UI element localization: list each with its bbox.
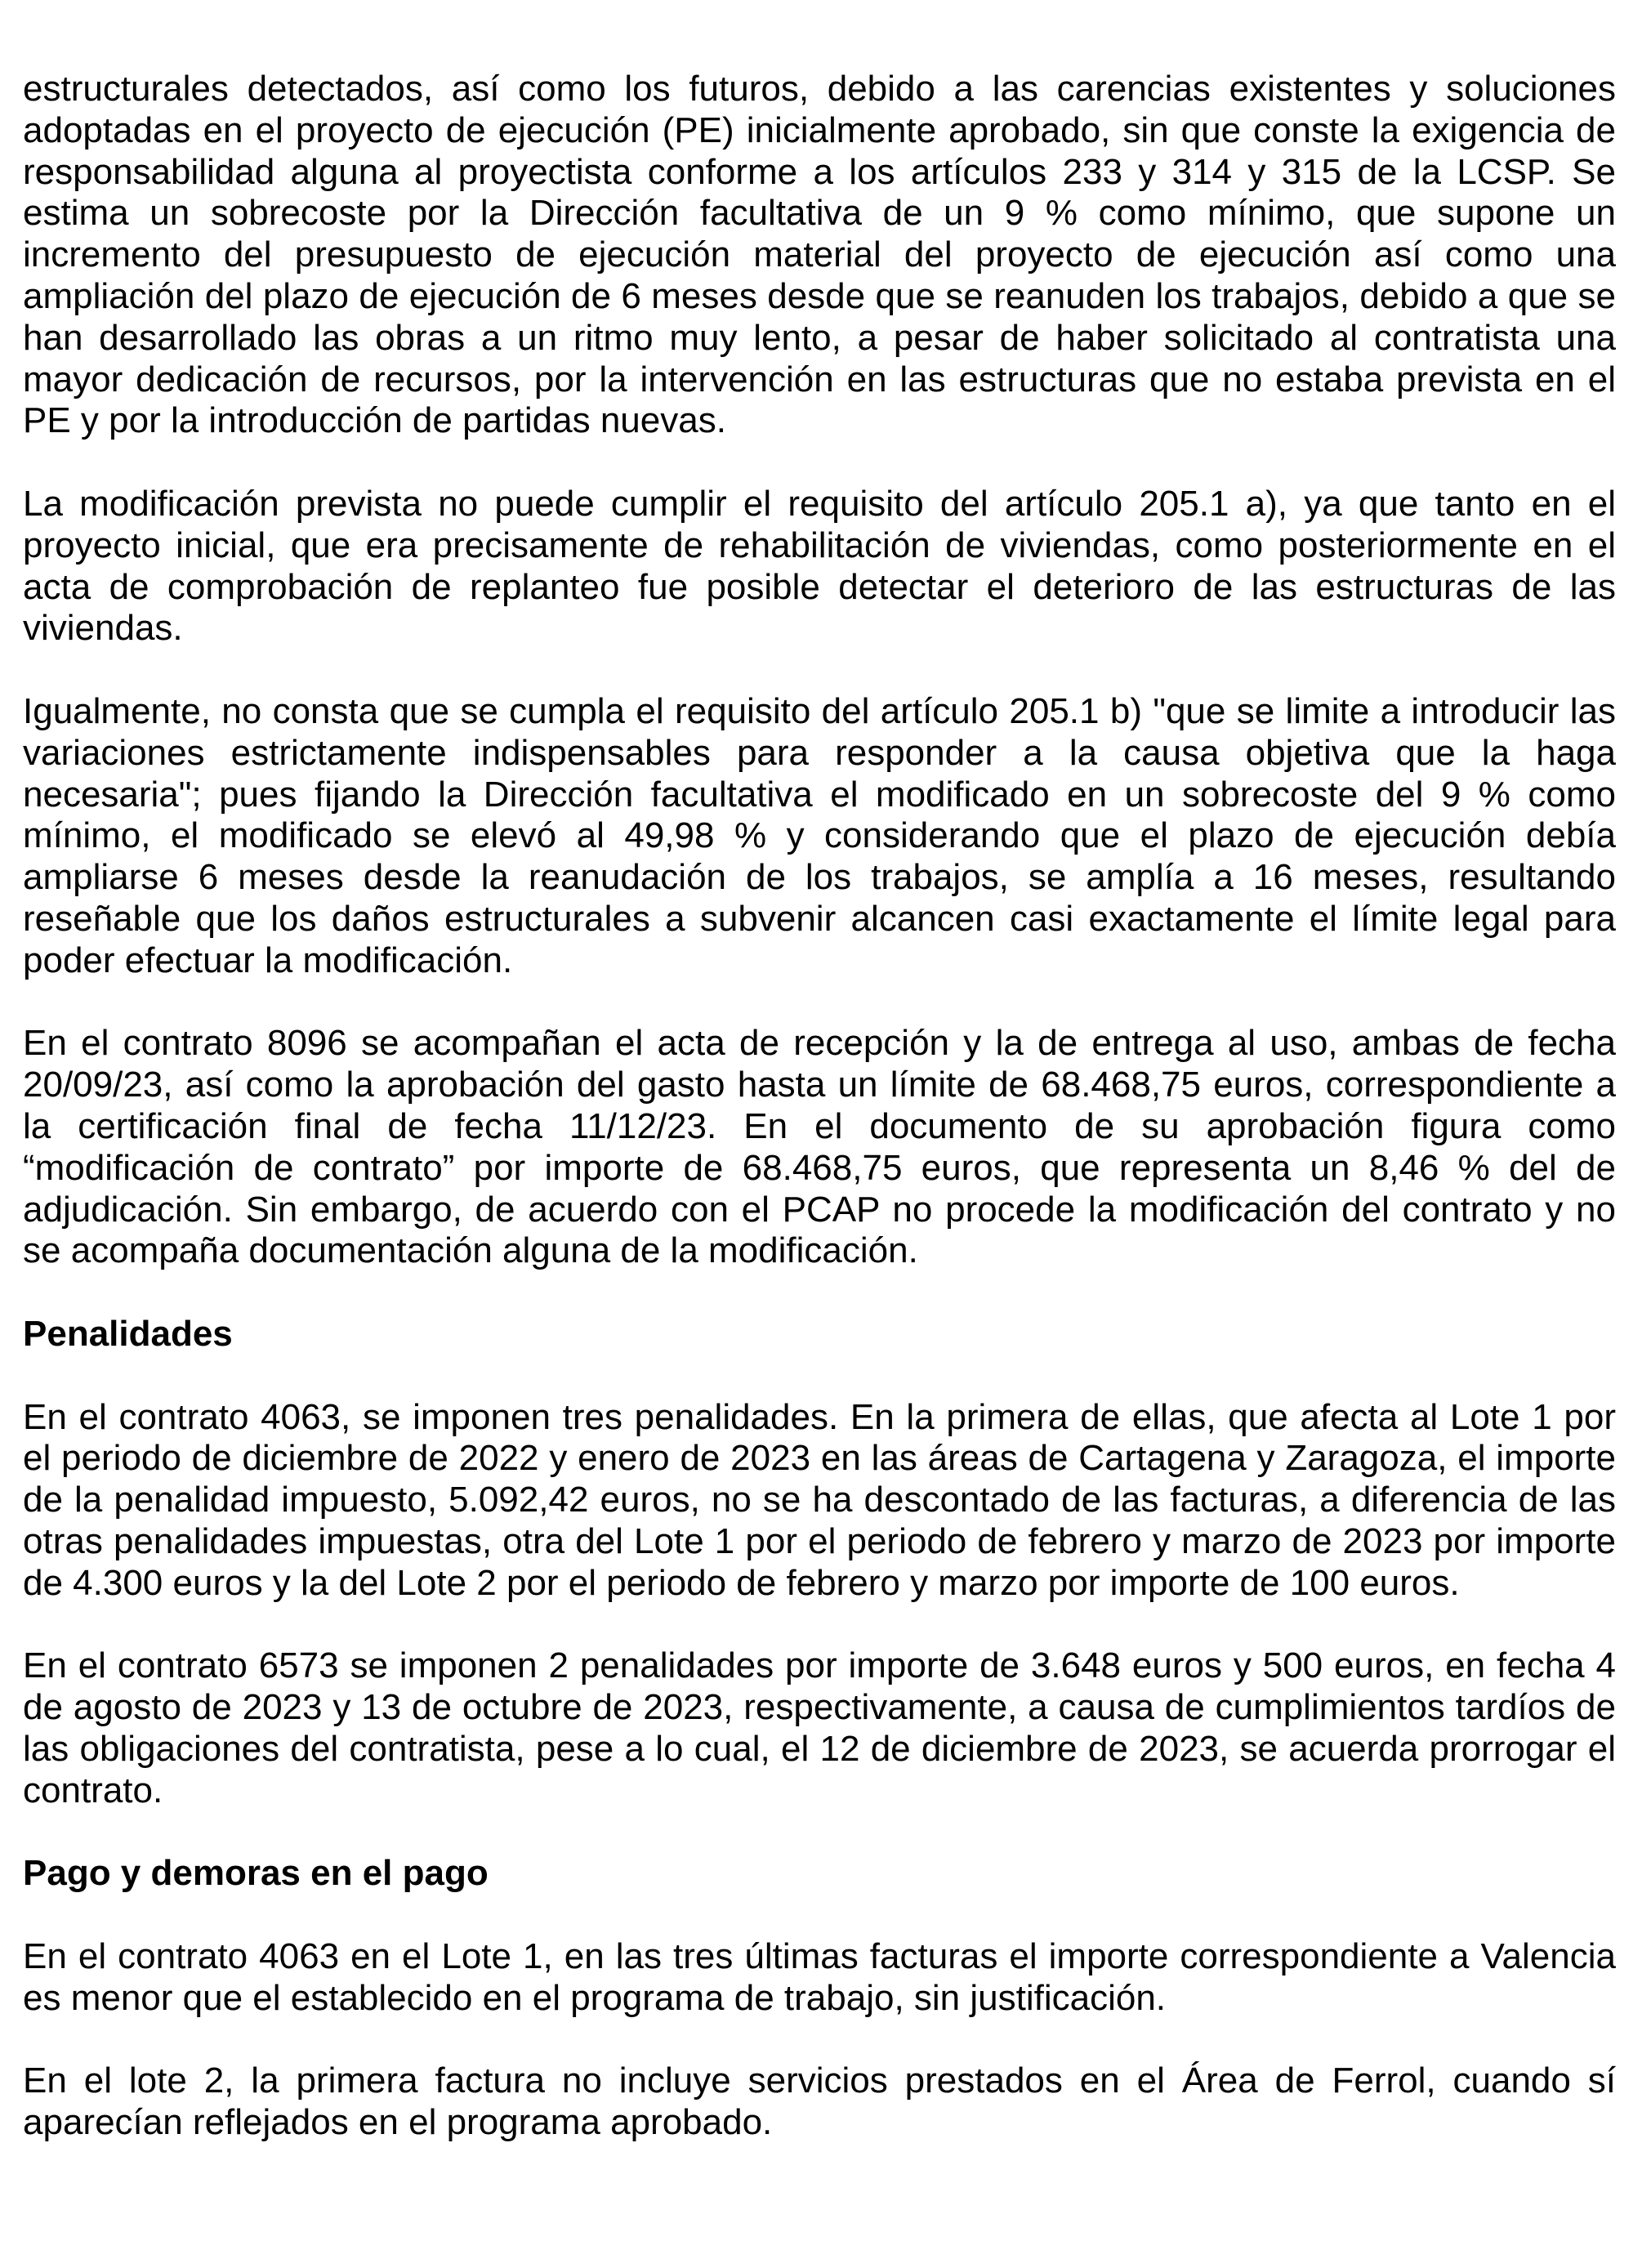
paragraph-contract-8096: En el contrato 8096 se acompañan el acta de recepción y la de entrega al uso, ambas de fecha 20/09/23, así como la aprobación del gasto hasta un límite de 68.468,75 euros, correspondiente a la certificación final de fecha 11/12/23. En el documento de su aprobación figura como “modificación de contrato” por importe de 68.468,75 euros, que representa un 8,46 % del de adjudicación. Sin embargo, de acuerdo con el PCAP no procede la modificación del contrato y no se acompaña documentación alguna de la modificación.	[23, 1023, 1616, 1271]
paragraph-structural-overrun: estructurales detectados, así como los futuros, debido a las carencias existentes y soluciones adoptadas en el proyecto de ejecución (PE) inicialmente aprobado, sin que conste la exigencia de responsabilidad alguna al proyectista conforme a los artículos 233 y 314 y 315 de la LCSP. Se estima un sobrecoste por la Dirección facultativa de un 9 % como mínimo, que supone un incremento del presupuesto de ejecución material del proyecto de ejecución así como una ampliación del plazo de ejecución de 6 meses desde que se reanuden los trabajos, debido a que se han desarrollado las obras a un ritmo muy lento, a pesar de haber solicitado al contratista una mayor dedicación de recursos, por la intervención en las estructuras que no estaba prevista en el PE y por la introducción de partidas nuevas.	[23, 69, 1616, 441]
section-heading-penalidades: Penalidades	[23, 1313, 233, 1354]
paragraph-contract-4063-lote-1: En el contrato 4063 en el Lote 1, en las tres últimas facturas el importe correspondiente a Valencia es menor que el establecido en el programa de trabajo, sin justificación.	[23, 1935, 1616, 2018]
paragraph-requirement-205-1-a: La modificación prevista no puede cumplir el requisito del artículo 205.1 a), ya que tanto en el proyecto inicial, que era precisamente de rehabilitación de viviendas, como posteriormente en el acta de comprobación de replanteo fue posible detectar el deterioro de las estructuras de las viviendas.	[23, 483, 1616, 649]
document-page	[23, 69, 1616, 2185]
paragraph-contract-4063-penalties: En el contrato 4063, se imponen tres penalidades. En la primera de ellas, que afecta al Lote 1 por el periodo de diciembre de 2022 y enero de 2023 en las áreas de Cartagena y Zaragoza, el importe de la penalidad impuesto, 5.092,42 euros, no se ha descontado de las facturas, a diferencia de las otras penalidades impuestas, otra del Lote 1 por el periodo de febrero y marzo de 2023 por importe de 4.300 euros y la del Lote 2 por el periodo de febrero y marzo por importe de 100 euros.	[23, 1396, 1616, 1603]
paragraph-contract-6573-penalties: En el contrato 6573 se imponen 2 penalidades por importe de 3.648 euros y 500 euros, en fecha 4 de agosto de 2023 y 13 de octubre de 2023, respectivamente, a causa de cumplimientos tardíos de las obligaciones del contratista, pese a lo cual, el 12 de diciembre de 2023, se acuerda prorrogar el contrato.	[23, 1645, 1616, 1810]
paragraph-lote-2-ferrol: En el lote 2, la primera factura no incluye servicios prestados en el Área de Ferrol, cuando sí aparecían reflejados en el programa aprobado.	[23, 2060, 1616, 2143]
paragraph-requirement-205-1-b: Igualmente, no consta que se cumpla el requisito del artículo 205.1 b) "que se limite a introducir las variaciones estrictamente indispensables para responder a la causa objetiva que la haga necesaria"; pues fijando la Dirección facultativa el modificado en un sobrecoste del 9 % como mínimo, el modificado se elevó al 49,98 % y considerando que el plazo de ejecución debía ampliarse 6 meses desde la reanudación de los trabajos, se amplía a 16 meses, resultando reseñable que los daños estructurales a subvenir alcancen casi exactamente el límite legal para poder efectuar la modificación.	[23, 690, 1616, 980]
section-heading-pago: Pago y demoras en el pago	[23, 1853, 489, 1894]
